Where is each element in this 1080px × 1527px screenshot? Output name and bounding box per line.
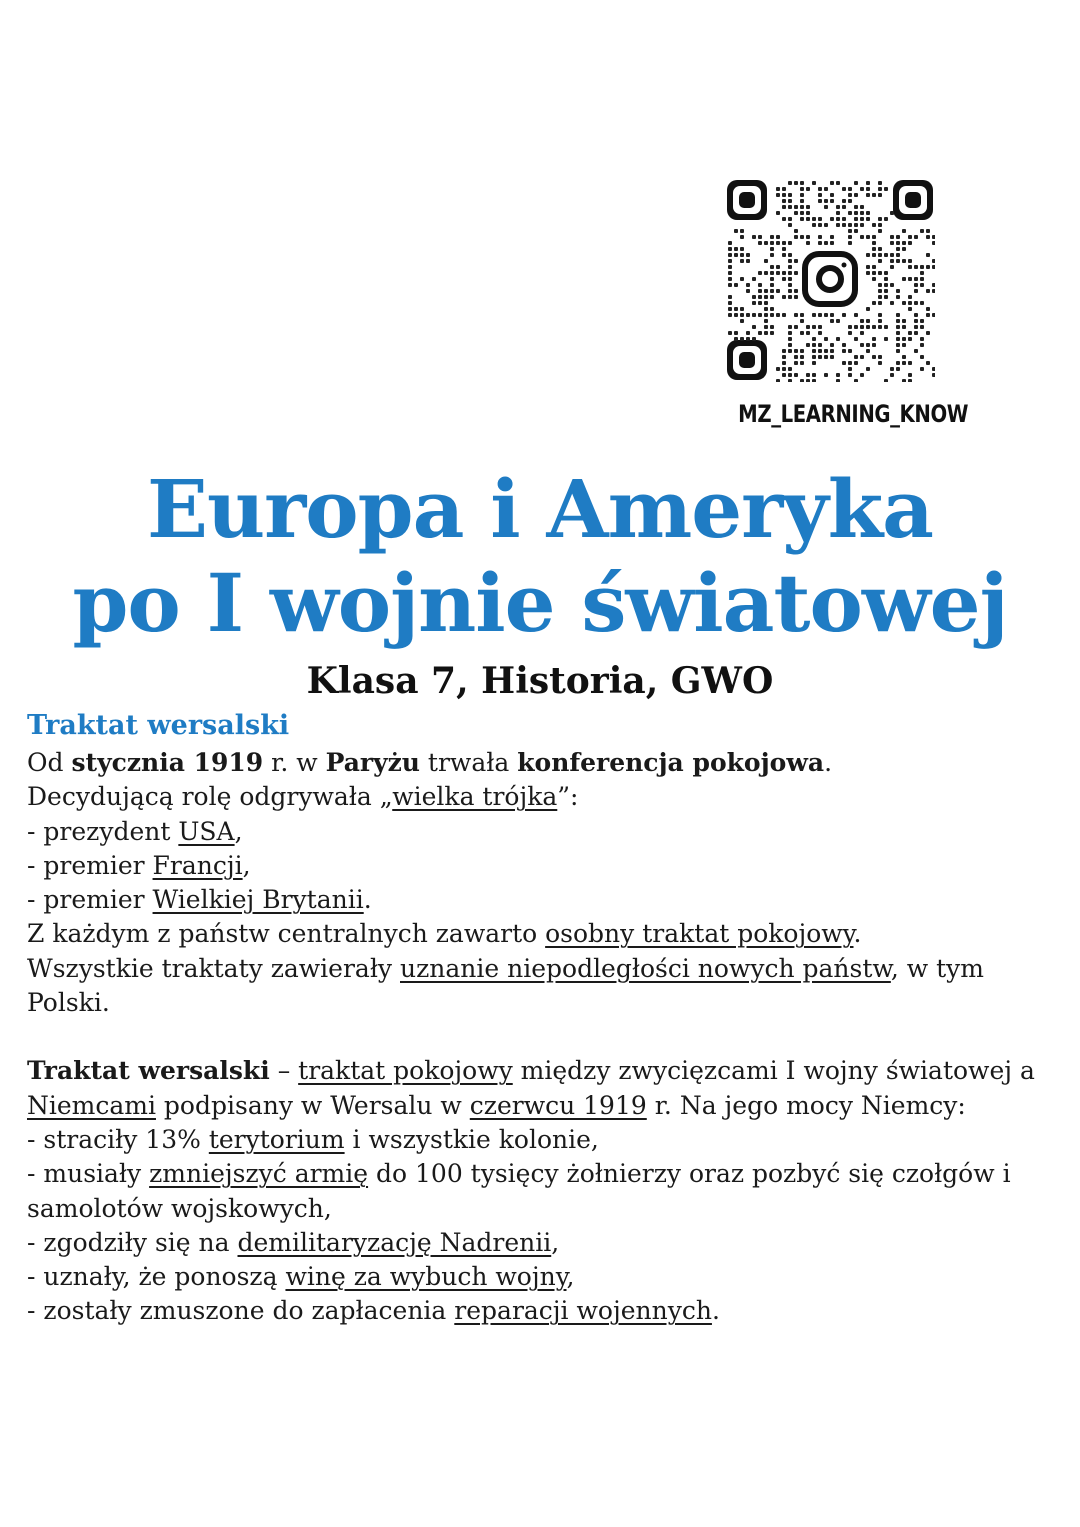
title-line-2: po I wojnie światowej bbox=[72, 556, 1008, 650]
paragraph-conference: Od stycznia 1919 r. w Paryżu trwała konferencja pokojowa. bbox=[27, 748, 833, 777]
qr-handle-label: MZ_LEARNING_KNOW bbox=[738, 400, 969, 428]
list-item: - straciły 13% terytorium i wszystkie kolonie, bbox=[27, 1124, 599, 1154]
title-line-1: Europa i Ameryka bbox=[146, 462, 934, 556]
list-item: - premier Wielkiej Brytanii. bbox=[27, 885, 372, 915]
paragraph-big-three: Decydującą rolę odgrywała „wielka trójka”: bbox=[27, 782, 579, 812]
qr-code-image bbox=[725, 178, 935, 382]
paragraph-recognition: Wszystkie traktaty zawierały uznanie niepodległości nowych państw, w tym Polski. bbox=[27, 953, 984, 1018]
list-item: - prezydent USA, bbox=[27, 816, 243, 846]
paragraph-versailles: Traktat wersalski – traktat pokojowy między zwycięzcami I wojny światowej a Niemcami podpisany w Wersalu w czerwcu 1919 r. Na jego mocy Niemcy: bbox=[27, 1056, 1035, 1120]
page-title bbox=[0, 462, 1080, 650]
list-item: - uznały, że ponoszą winę za wybuch wojny, bbox=[27, 1262, 575, 1292]
section-heading: Traktat wersalski bbox=[27, 710, 290, 741]
list-item: - premier Francji, bbox=[27, 850, 251, 880]
paragraph-separate-treaties: Z każdym z państw centralnych zawarto osobny traktat pokojowy. bbox=[27, 919, 862, 949]
list-item: - zostały zmuszone do zapłacenia reparacji wojennych. bbox=[27, 1296, 720, 1326]
list-item: - musiały zmniejszyć armię do 100 tysięcy żołnierzy oraz pozbyć się czołgów i samolotów wojskowych, bbox=[27, 1159, 1011, 1223]
list-item: - zgodziły się na demilitaryzację Nadrenii, bbox=[27, 1227, 560, 1257]
page-subtitle: Klasa 7, Historia, GWO bbox=[306, 660, 774, 702]
qr-code-block bbox=[718, 178, 969, 428]
content bbox=[27, 706, 1057, 1329]
